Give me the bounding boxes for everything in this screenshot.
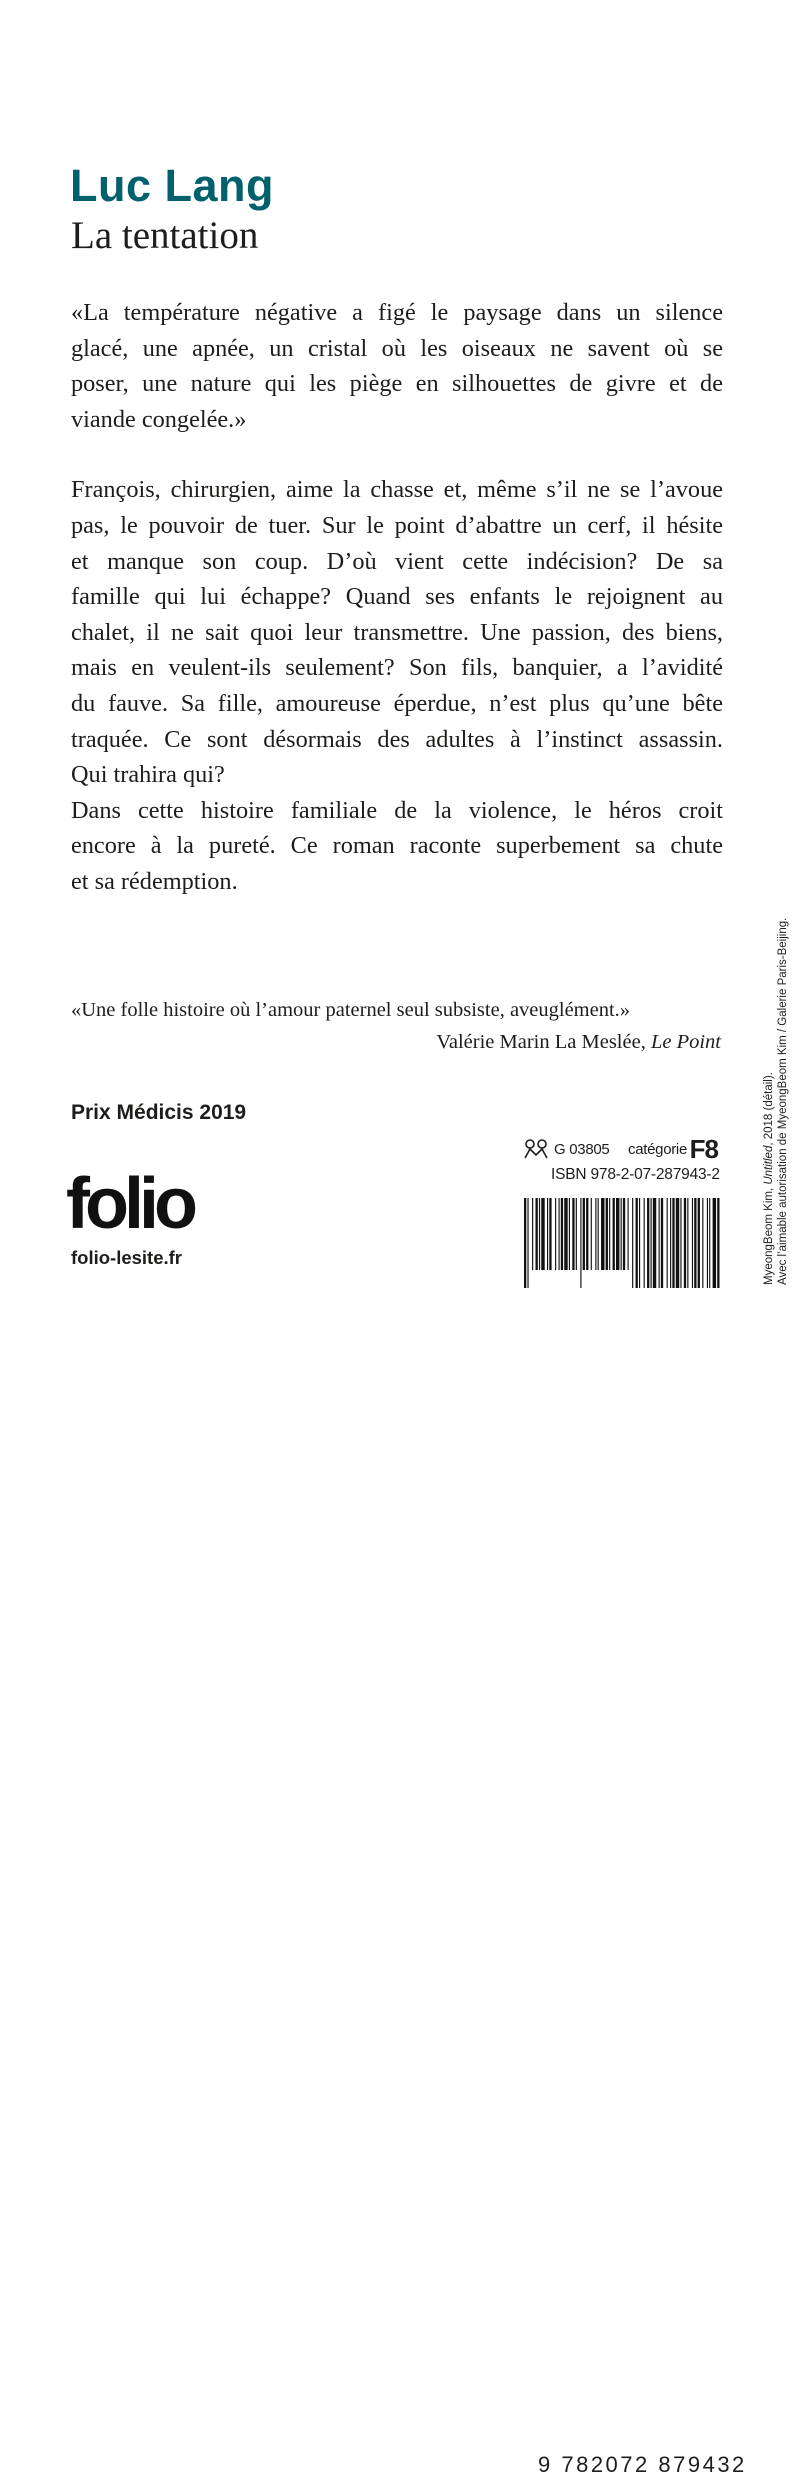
barcode-bar (698, 1198, 700, 1288)
barcode-bar (559, 1198, 560, 1270)
summary-line: famille qui lui échappe? Quand ses enfants le rejoignent au (71, 583, 723, 611)
barcode-bar (564, 1198, 567, 1270)
barcode-bar (639, 1198, 640, 1288)
barcode-bar (713, 1198, 716, 1288)
barcode-bars (520, 1198, 722, 1288)
barcode-bar (659, 1198, 660, 1288)
barcode-bar (586, 1198, 588, 1270)
back-cover-text (71, 295, 723, 900)
barcode-bar (670, 1198, 671, 1288)
summary-line: mais en veulent-ils seulement? Son fils, banquier, a l’avidité (71, 654, 723, 682)
category-label: catégorie (628, 1141, 688, 1158)
summary-paragraph-2 (71, 793, 723, 900)
barcode-bar (680, 1198, 681, 1288)
barcode-bar (580, 1198, 581, 1288)
barcode-bar (644, 1198, 645, 1288)
author-name: Luc Lang (70, 160, 274, 211)
credit-line-1 (762, 918, 776, 1285)
barcode-bar (613, 1198, 615, 1270)
summary-line: traquée. Ce sont désormais des adultes à l’instinct assassin. (71, 725, 723, 753)
excerpt-line: poser, une nature qui les piège en silhouettes de givre et de (71, 370, 723, 398)
barcode-bar (647, 1198, 649, 1288)
summary-line: François, chirurgien, aime la chasse et, même s’il ne se l’avoue (71, 476, 723, 504)
barcode-bar (583, 1198, 585, 1270)
gallimard-emblem-icon (522, 1137, 550, 1161)
barcode-bar (694, 1198, 696, 1288)
barcode-bar (616, 1198, 619, 1270)
barcode-bar (561, 1198, 563, 1270)
barcode-bar (636, 1198, 638, 1288)
barcode-bar (667, 1198, 668, 1288)
barcode-bar (606, 1198, 608, 1270)
isbn-number: ISBN 978-2-07-287943-2 (551, 1166, 720, 1183)
summary-line: Qui trahira qui? (71, 761, 225, 789)
endorsement-publication: Le Point (650, 1031, 721, 1053)
excerpt-line: glacé, une apnée, un cristal où les oiseaux ne savent où se (71, 334, 723, 362)
excerpt-quote (71, 295, 723, 437)
barcode-bar (672, 1198, 674, 1288)
barcode-bar (687, 1198, 688, 1288)
barcode-bar (601, 1198, 604, 1270)
barcode-bar (549, 1198, 551, 1270)
barcode-bar (651, 1198, 652, 1288)
barcode-bar (541, 1198, 544, 1270)
barcode-bar (539, 1198, 540, 1270)
barcode-bar (576, 1198, 577, 1270)
summary-line: chalet, il ne sait quoi leur transmettre. Une passion, des biens, (71, 618, 723, 646)
press-endorsement (71, 995, 721, 1057)
prize-label: Prix Médicis 2019 (71, 1101, 247, 1124)
catalog-code-row (522, 1135, 720, 1165)
barcode-bar (569, 1198, 570, 1270)
summary-line: et sa rédemption. (71, 867, 238, 895)
barcode-bar (632, 1198, 633, 1288)
barcode-bar (692, 1198, 693, 1288)
barcode-bar (532, 1198, 533, 1270)
excerpt-line: «La température négative a figé le paysage dans un silence (71, 299, 723, 326)
barcode-bar (555, 1198, 556, 1270)
barcode-bar (598, 1198, 599, 1270)
summary-line: du fauve. Sa fille, amoureuse éperdue, n’est plus qu’une bête (71, 689, 723, 717)
image-credit (762, 918, 790, 1285)
endorsement-quote: «Une folle histoire où l’amour paternel seul subsiste, aveuglément.» (71, 999, 631, 1021)
barcode-bar (707, 1198, 708, 1288)
barcode-bar (621, 1198, 622, 1270)
book-title: La tentation (71, 214, 259, 257)
summary-line: Dans cette histoire familiale de la violence, le héros croit (71, 796, 723, 824)
barcode-bar (676, 1198, 679, 1288)
catalog-code: G 03805 (554, 1141, 610, 1158)
publisher-website: folio-lesite.fr (71, 1247, 183, 1268)
barcode-bar (623, 1198, 625, 1270)
barcode-bar (653, 1198, 656, 1288)
excerpt-line: viande congelée.» (71, 405, 247, 433)
credit-artwork-title: Untitled (763, 1145, 775, 1185)
barcode-bar (547, 1198, 548, 1270)
barcode-bar (527, 1198, 528, 1288)
barcode-bar (702, 1198, 703, 1288)
barcode-bar (609, 1198, 610, 1270)
barcode-bar (536, 1198, 538, 1270)
barcode-bar (717, 1198, 719, 1288)
folio-logo: folio (66, 1164, 193, 1244)
barcode-bar (628, 1198, 629, 1270)
credit-artist: MyeongBeom Kim, (763, 1184, 775, 1285)
barcode-digits: 9 782072 879432 (538, 2452, 747, 2477)
barcode-bar (591, 1198, 592, 1270)
barcode-bar (595, 1198, 596, 1270)
barcode-bar (684, 1198, 686, 1288)
barcode-bar (524, 1198, 526, 1288)
summary-line: pas, le pouvoir de tuer. Sur le point d’abattre un cerf, il hésite (71, 511, 723, 539)
category-value: F8 (689, 1134, 718, 1164)
barcode-bar (572, 1198, 574, 1270)
endorsement-source (71, 1027, 721, 1057)
endorsement-author: Valérie Marin La Meslée, (436, 1031, 651, 1053)
barcode-bar (709, 1198, 710, 1288)
summary-line: encore à la pureté. Ce roman raconte superbement sa chute (71, 832, 723, 860)
summary-paragraph (71, 472, 723, 792)
barcode-bar (661, 1198, 663, 1288)
barcode (520, 1198, 747, 2477)
credit-line-2: Avec l’aimable autorisation de MyeongBeom Kim / Galerie Paris-Beijing. (777, 917, 789, 1285)
summary-line: et manque son coup. D’où vient cette indécision? De sa (71, 547, 723, 575)
credit-detail: , 2018 (détail). (763, 1072, 775, 1146)
